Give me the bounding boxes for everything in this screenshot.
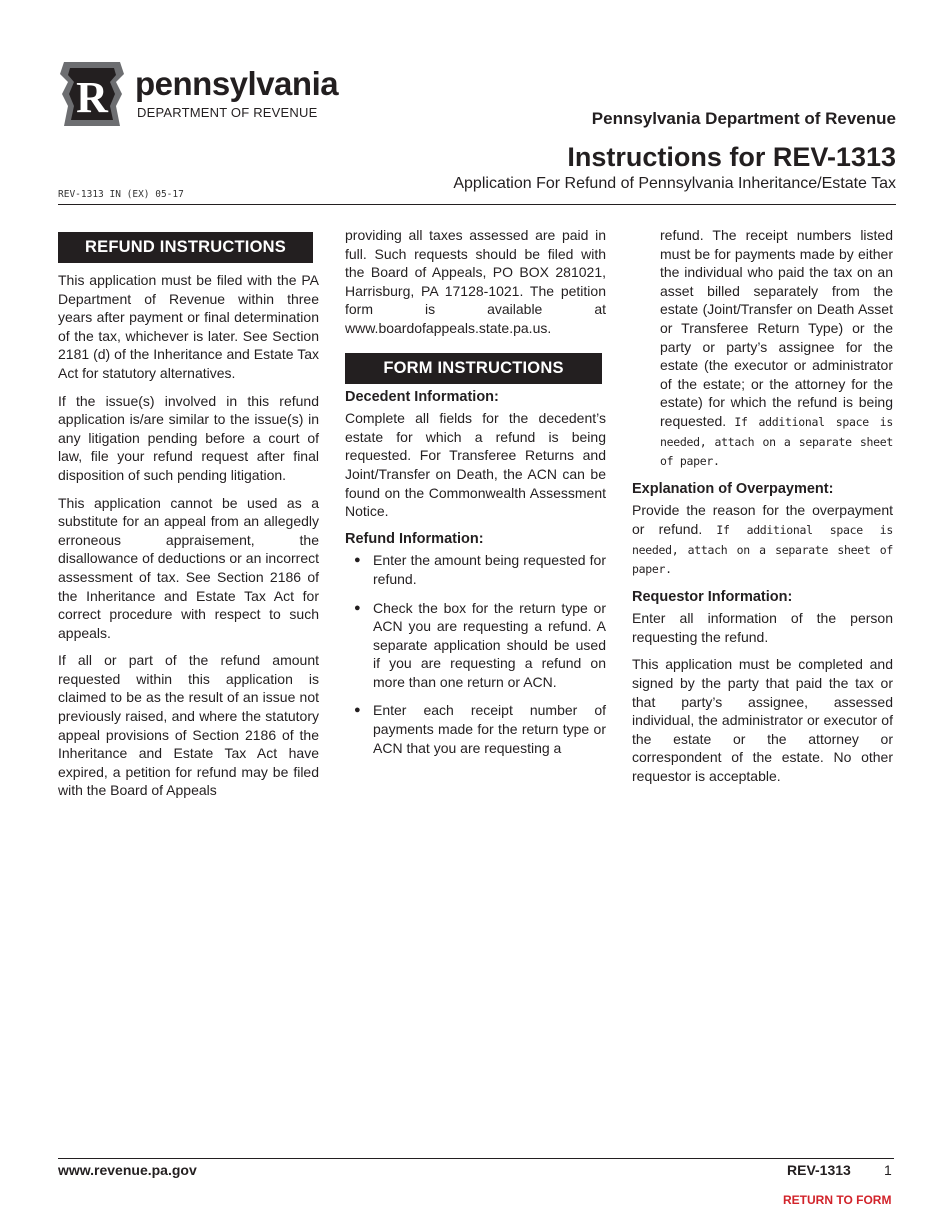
- logo-subtitle: DEPARTMENT OF REVENUE: [137, 105, 318, 120]
- receipt-continuation-note: If additional space is needed, attach on a separate sheet of paper.: [660, 414, 893, 469]
- bullet-icon: ●: [354, 554, 361, 567]
- receipt-continuation-text: refund. The receipt numbers listed must be for payments made by either the individual who paid the tax on an asset billed separately from the estate (Joint/Transfer on Death Asset or Transferee Return Type) or the party or party’s assignee for the estate (the executor or administrator of the estate; or the attorney for the estate) for which the refund is being requested.: [660, 227, 893, 429]
- list-item: [345, 551, 606, 588]
- list-item: [345, 599, 606, 692]
- page-number: 1: [884, 1162, 892, 1178]
- receipt-continuation: [632, 226, 893, 471]
- logo-wordmark: pennsylvania: [135, 65, 339, 102]
- header-divider: [58, 204, 896, 205]
- department-name: Pennsylvania Department of Revenue: [591, 109, 896, 128]
- bullet-icon: ●: [354, 601, 361, 614]
- overpayment-text: Provide the reason for the overpayment or refund.: [632, 502, 893, 537]
- refund-paragraph-3: This application cannot be used as a substitute for an appeal from an allegedly erroneous appraisement, the disallowance of deductions or an incorrect assessment of tax. See Section 2186 of the Inheritance and Estate Tax Act for correct procedure with respect to such appeals.: [58, 494, 319, 641]
- refund-paragraph-1: This application must be filed with the PA Department of Revenue within three years after payment or final determination of the tax, whichever is later. See Section 2181 (d) of the Inheritance and Estate Tax Act for statutory alternatives.: [58, 272, 319, 381]
- refund-info-heading: Refund Information:: [345, 530, 484, 547]
- keystone-logo-icon: [58, 60, 126, 128]
- requestor-text-2: This application must be completed and signed by the party that paid the tax or that party’s assignee, assessed individual, the administrator or executor of the estate or the attorney or correspondent of the estate. No other requestor is acceptable.: [632, 656, 893, 785]
- footer-divider: [58, 1158, 894, 1159]
- list-item-text: Enter each receipt number of payments made for the return type or ACN that you are requesting a: [373, 702, 606, 756]
- page-title: Instructions for REV-1313: [567, 142, 896, 172]
- refund-info-list: [345, 551, 606, 757]
- decedent-heading: Decedent Information:: [345, 388, 499, 405]
- page-subtitle: Application For Refund of Pennsylvania Inheritance/Estate Tax: [453, 175, 896, 192]
- overpayment-note: If additional space is needed, attach on a separate sheet of paper.: [632, 522, 893, 577]
- column-form-instructions: [345, 226, 606, 767]
- refund-paragraph-5: providing all taxes assessed are paid in full. Such requests should be filed with the Board of Appeals, PO BOX 281021, Harrisburg, PA 17128-1021. The petition form is available at www.boardofappeals.state.pa.us.: [345, 227, 606, 336]
- return-to-form-link[interactable]: RETURN TO FORM: [783, 1193, 892, 1207]
- refund-paragraph-2: If the issue(s) involved in this refund application is/are similar to the issue(s) in any litigation pending before a court of law, file your refund request after final disposition of such pending litigation.: [58, 392, 319, 483]
- list-item-text: Check the box for the return type or ACN you are requesting a refund. A separate application should be used if you are requesting a refund on more than one return or ACN.: [373, 599, 606, 690]
- refund-paragraph-4: If all or part of the refund amount requested within this application is claimed to be as the result of an issue not previously raised, and where the statutory appeal provisions of Section 2186 of the Inheritance and Estate Tax Act have expired, a petition for refund may be filed with the Board of Appeals: [58, 652, 319, 799]
- footer-form-code: REV-1313: [787, 1162, 851, 1178]
- form-code: REV-1313 IN (EX) 05-17: [58, 189, 184, 200]
- requestor-heading: Requestor Information:: [632, 588, 793, 605]
- refund-instructions-banner: REFUND INSTRUCTIONS: [58, 232, 313, 263]
- form-instructions-banner: FORM INSTRUCTIONS: [345, 353, 602, 384]
- list-item-text: Enter the amount being requested for refund.: [373, 552, 606, 587]
- list-item: [345, 701, 606, 757]
- footer-url: www.revenue.pa.gov: [58, 1162, 197, 1178]
- requestor-text: Enter all information of the person requesting the refund.: [632, 610, 893, 645]
- decedent-text: Complete all fields for the decedent’s estate for which a refund is being requested. For Transferee Returns and Joint/Transfer on Death, the ACN can be found on the Commonwealth Assessment Notice.: [345, 410, 606, 520]
- column-form-instructions-continued: [632, 226, 893, 795]
- logo-letter: R: [76, 73, 108, 122]
- column-refund-instructions: [58, 226, 319, 809]
- bullet-icon: ●: [354, 704, 361, 717]
- overpayment-paragraph: [632, 501, 893, 578]
- overpayment-heading: Explanation of Overpayment:: [632, 480, 834, 497]
